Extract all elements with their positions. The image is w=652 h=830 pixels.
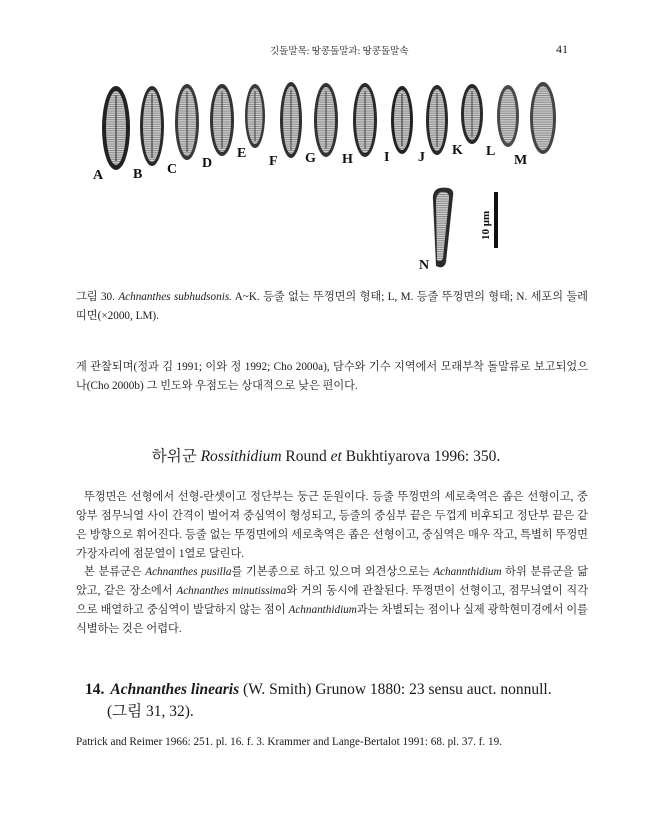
description-paragraph: 뚜껑면은 선형에서 선형-란셋이고 정단부는 둥근 둔원이다. 등줄 뚜껑면의 세로축역은 좁은 선형이고, 중앙부 점무늬열 사이 간격이 벌어져 중심역이 형성되고, 등줄의 중심부 끝은 두껍게 비후되고 정단부 끝은 같은 방향으로 휘어진다. 등줄 없는 뚜껑면에의 세로축역은 좁은 선형이고, 중심역은 매우 작고, 특별히 뚜껑면 가장자리에 점문열이 1열로 달린다. bbox=[76, 491, 588, 560]
valve-c bbox=[175, 84, 199, 160]
panel-label-k: K bbox=[452, 143, 463, 158]
valve-a bbox=[102, 86, 130, 170]
references-line: Patrick and Reimer 1966: 251. pl. 16. f. 3. Krammer and Lange-Bertalot 1991: 68. pl. 37. f. 19. bbox=[76, 736, 502, 748]
panel-label-i: I bbox=[384, 150, 390, 165]
micrograph-plate bbox=[0, 0, 652, 280]
panel-label-f: F bbox=[269, 154, 278, 169]
valve-e bbox=[245, 84, 265, 148]
panel-label-j: J bbox=[418, 150, 425, 165]
panel-label-d: D bbox=[202, 156, 213, 171]
subgenus-et: et bbox=[330, 448, 342, 465]
panel-label-l: L bbox=[486, 144, 496, 159]
valve-l bbox=[497, 85, 519, 147]
valve-d bbox=[210, 84, 234, 156]
running-title: 깃돌말목: 땅콩돌말과: 땅콩돌말속 bbox=[270, 47, 409, 57]
desc2-i2: Achannthidium bbox=[433, 566, 502, 578]
panel-label-b: B bbox=[133, 167, 143, 182]
page-number: 41 bbox=[556, 42, 568, 56]
desc2-t3: 하위 분류군을 닮았고, 같은 장소에서 bbox=[76, 566, 588, 597]
panel-label-a: A bbox=[93, 168, 104, 183]
valve-b bbox=[140, 86, 164, 166]
desc2-t4: 와 거의 동시에 관찰된다. 뚜껑면이 선형이고, 점무늬열이 직각으로 배열하고 중심역이 발달하지 않는 점이 bbox=[76, 585, 588, 616]
valve-g bbox=[314, 83, 338, 157]
panel-label-n: N bbox=[419, 258, 430, 273]
valve-k bbox=[461, 84, 483, 144]
desc2-i1: Achnanthes pusilla bbox=[145, 566, 232, 578]
subgenus-mid: Round bbox=[281, 448, 331, 465]
species-name: Achnanthes linearis bbox=[110, 681, 240, 698]
valve-j bbox=[426, 85, 448, 155]
species-authority: (W. Smith) Grunow 1880: 23 sensu auct. nonnull. bbox=[239, 681, 552, 698]
desc2-i3: Achnanthes minutissima bbox=[176, 585, 287, 597]
valve-m bbox=[530, 82, 556, 154]
scale-bar bbox=[494, 192, 498, 248]
intro-paragraph: 게 관찰되며(정과 김 1991; 이와 정 1992; Cho 2000a), 담수와 기수 지역에서 모래부착 돌말류로 보고되었으나(Cho 2000b) 그 빈도와 우점도는 상대적으로 낮은 편이다. bbox=[76, 361, 588, 392]
species-figure-ref: (그림 31, 32). bbox=[107, 703, 194, 720]
subgenus-prefix: 하위군 bbox=[151, 448, 201, 465]
description-paragraph-2 bbox=[76, 563, 588, 639]
girdle-view-n bbox=[433, 188, 453, 268]
scale-bar-label: 10 μm bbox=[480, 210, 492, 240]
desc2-t1: 본 분류군은 bbox=[84, 566, 146, 578]
desc2-i4: Achnanthidium bbox=[288, 604, 357, 616]
panel-label-c: C bbox=[167, 162, 178, 177]
caption-taxon: Achnanthes subhudsonis. bbox=[118, 291, 232, 303]
subgenus-name: Rossithidium bbox=[200, 448, 282, 465]
panel-label-g: G bbox=[305, 151, 316, 166]
desc2-t2: 를 기본종으로 하고 있으며 외견상으로는 bbox=[231, 566, 434, 578]
panel-label-h: H bbox=[342, 152, 353, 167]
panel-label-e: E bbox=[237, 146, 247, 161]
subgenus-heading bbox=[0, 444, 652, 466]
valve-i bbox=[391, 86, 413, 154]
figure-caption bbox=[76, 288, 588, 326]
valve-h bbox=[353, 83, 377, 157]
valve-f bbox=[280, 82, 302, 158]
desc2-t5: 과는 차별되는 점이나 실제 광학현미경에서 이를 식별하는 것은 어렵다. bbox=[76, 604, 588, 635]
species-number: 14. bbox=[85, 681, 105, 698]
panel-label-m: M bbox=[514, 153, 528, 168]
species-heading bbox=[85, 679, 605, 723]
caption-text: A~K. 등줄 없는 뚜껑면의 형태; L, M. 등줄 뚜껑면의 형태; N. 세포의 둘레띠면(×2000, LM). bbox=[76, 291, 588, 322]
caption-prefix: 그림 30. bbox=[76, 291, 119, 303]
subgenus-suffix: Bukhtiyarova 1996: 350. bbox=[341, 448, 501, 465]
